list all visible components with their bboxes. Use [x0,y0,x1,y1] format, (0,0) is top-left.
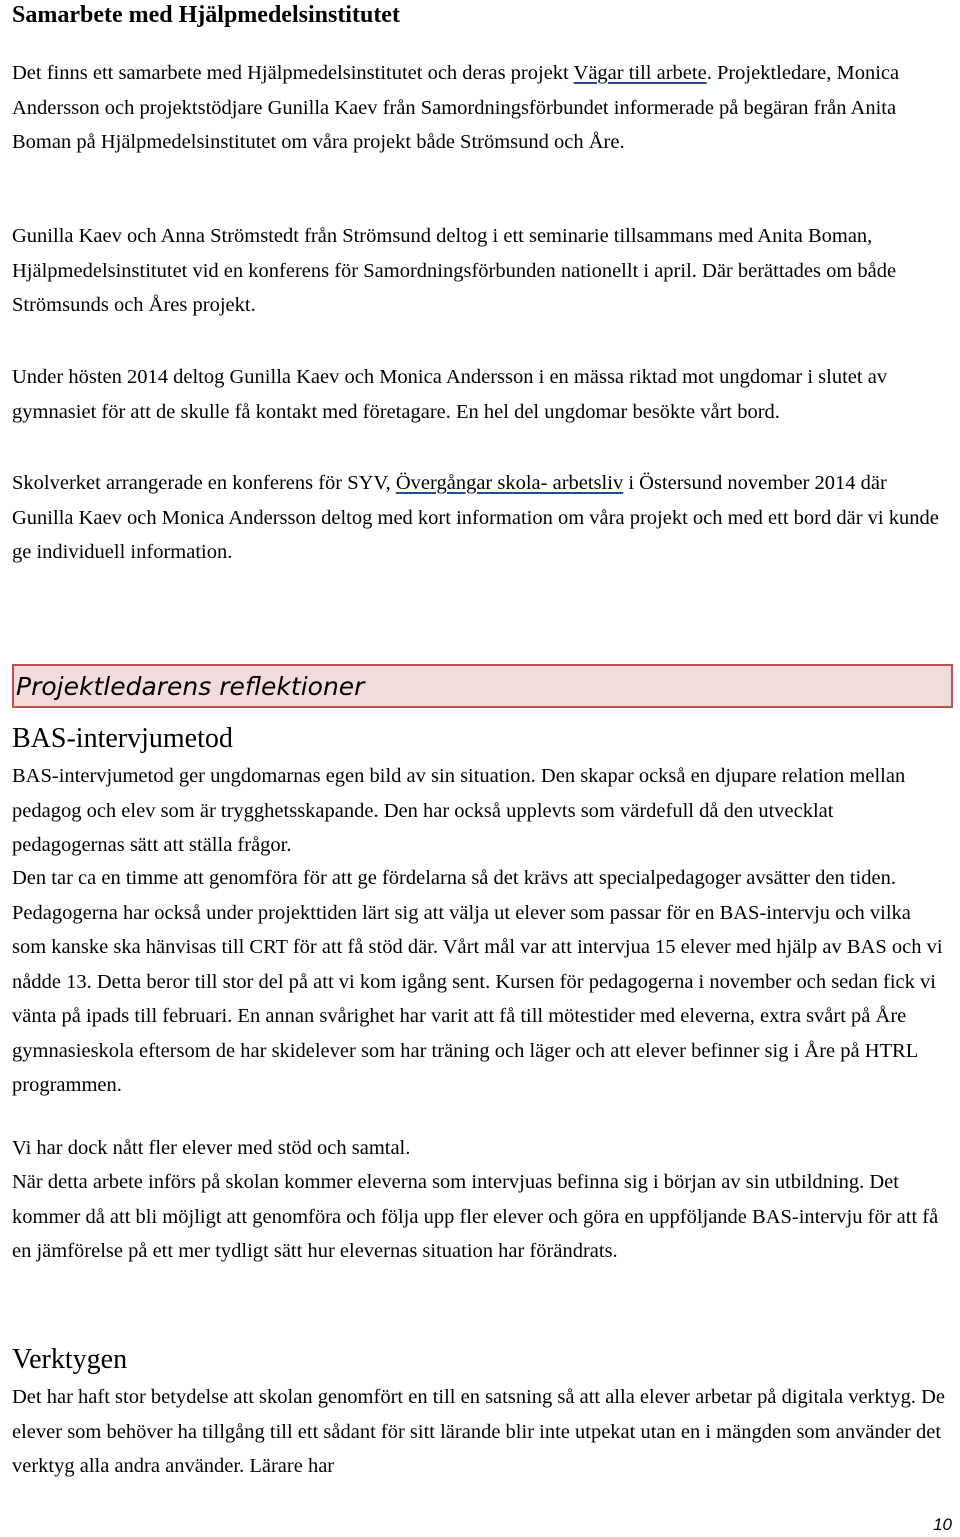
bas-heading: BAS-intervjumetod [12,723,233,754]
tools-paragraph: Det har haft stor betydelse att skolan genomfört en till en satsning så att alla elever arbetar på digitala verktyg. De elever som behöver ha tillgång till ett sådant för sitt lärande blir inte utpekat utan en i mängden som använder det verktyg alla andra använder. Lärare har [12,1386,945,1477]
tools-heading: Verktygen [12,1344,128,1375]
reflection-heading-box [12,664,953,708]
bas-paragraph-2: Den tar ca en timme att genomföra för att ge fördelarna så det krävs att specialpedagoger avsätter den tiden. Pedagogerna har också under projekttiden lärt sig att välja ut elever som passar för en BAS-intervju och vilka som kanske ska hänvisas till CRT för att få stöd där. Vårt mål var att intervjua 15 elever med hjälp av BAS och vi nådde 13. Detta beror till stor del på att vi kom igång sent. Kursen för pedagogerna i november och sedan fick vi vänta på ipads till februari. En annan svårighet har varit att få till mötestider med eleverna, extra svårt på Åre gymnasieskola eftersom de har skidelever som har träning och läger och att elever befinner sig i Åre på HTRL programmen. [12,867,943,1096]
paragraph-text: Det finns ett samarbete med Hjälpmedelsinstitutet och deras projekt [12,62,574,84]
project-link-vagar-till-arbete[interactable]: Vägar till arbete [573,62,707,84]
paragraph-cooperation [12,56,948,160]
section-title: Samarbete med Hjälpmedelsinstitutet [12,2,400,28]
reflection-title: Projektledarens reflektioner [16,672,365,701]
paragraph-conference [12,466,948,570]
bas-paragraph-3: Vi har dock nått fler elever med stöd och samtal. [12,1137,411,1159]
bas-paragraph-4: När detta arbete införs på skolan kommer eleverna som intervjuas befinna sig i början av sin utbildning. Det kommer då att bli möjligt att genomföra och följa upp fler elever och göra en uppföljande BAS-intervju för att få en jämförelse på ett mer tydligt sätt hur elevernas situation har förändrats. [12,1171,939,1262]
paragraph-text: . Projektledare, Monica Andersson och projektstödjare Gunilla Kaev från Samordningsförbundet informerade på begäran från Anita Boman på Hjälpmedelsinstitutet om våra projekt både Strömsund och Åre. [12,62,900,153]
conference-link-overgangar[interactable]: Övergångar skola- arbetsliv [395,472,624,494]
paragraph-seminar: Gunilla Kaev och Anna Strömstedt från Strömsund deltog i ett seminarie tillsammans med Anita Boman, Hjälpmedelsinstitutet vid en konferens för Samordningsförbunden nationellt i april. Där berättades om både Strömsunds och Åres projekt. [12,225,897,316]
page-number: 10 [933,1515,952,1534]
paragraph-text: i Östersund november 2014 där Gunilla Kaev och Monica Andersson deltog med kort information om våra projekt och med ett bord där vi kunde ge individuell information. [12,472,939,563]
paragraph-text: Skolverket arrangerade en konferens för SYV, [12,472,396,494]
bas-paragraph-1: BAS-intervjumetod ger ungdomarnas egen bild av sin situation. Den skapar också en djupare relation mellan pedagog och elev som är trygghetsskapande. Den har också upplevts som värdefull då den utvecklat pedagogernas sätt att ställa frågor. [12,765,906,856]
paragraph-autumn-fair: Under hösten 2014 deltog Gunilla Kaev och Monica Andersson i en mässa riktad mot ungdomar i slutet av gymnasiet för att de skulle få kontakt med företagare. En hel del ungdomar besökte vårt bord. [12,366,888,423]
